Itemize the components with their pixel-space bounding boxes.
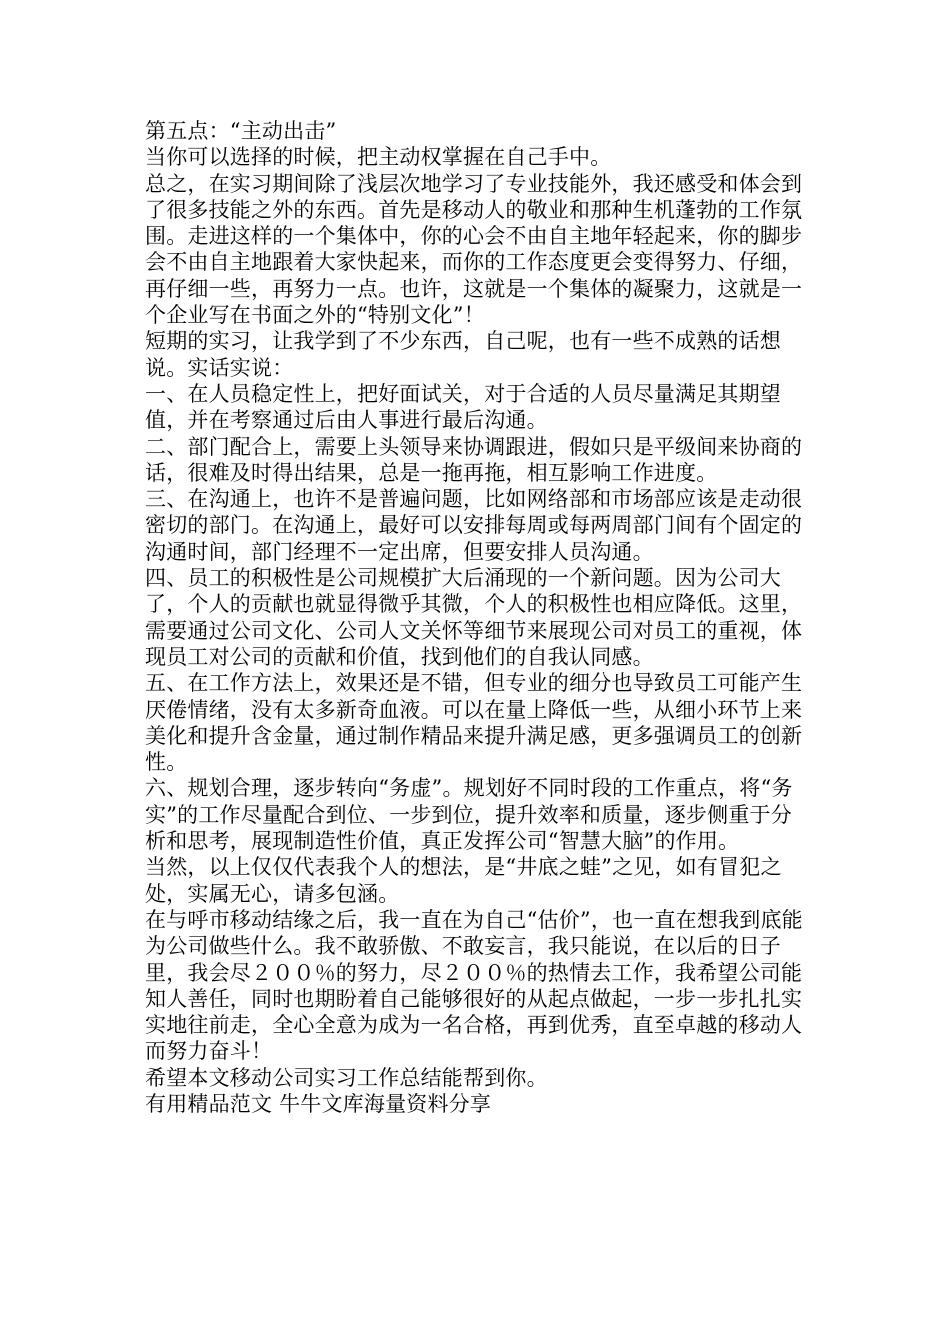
footer-note: 有用精品范文 牛牛文库海量资料分享 — [145, 1091, 492, 1116]
list-item: 三、在沟通上，也许不是普遍问题，比如网络部和市场部应该是走动很密切的部门。在沟通上，最好可以安排每周或每两周部门间有个固定的沟通时间，部门经理不一定出席，但要安排人员沟通。 — [145, 487, 803, 564]
document-body — [145, 118, 810, 1117]
paragraph: 短期的实习，让我学到了不少东西，自己呢，也有一些不成熟的话想说。实话实说： — [145, 329, 781, 380]
paragraph: 当然，以上仅仅代表我个人的想法，是“井底之蛙”之见，如有冒犯之处，实属无心，请多包涵。 — [145, 855, 782, 906]
list-item: 五、在工作方法上，效果还是不错，但专业的细分也导致员工可能产生厌倦情绪，没有太多新奇血液。可以在量上降低一些，从细小环节上来美化和提升含金量，通过制作精品来提升满足感，更多强调员工的创新性。 — [145, 671, 803, 775]
paragraph: 希望本文移动公司实习工作总结能帮到你。 — [145, 1065, 548, 1090]
list-item: 一、在人员稳定性上，把好面试关，对于合适的人员尽量满足其期望值，并在考察通过后由人事进行最后沟通。 — [145, 381, 781, 433]
paragraph: 当你可以选择的时候，把主动权掌握在自己手中。 — [145, 145, 612, 170]
section-heading: 第五点：“主动出击” — [145, 119, 337, 143]
list-item: 四、员工的积极性是公司规模扩大后涌现的一个新问题。因为公司大了，个人的贡献也就显得微乎其微，个人的积极性也相应降低。这里，需要通过公司文化、公司人文关怀等细节来展现公司对员工的重视，体现员工对公司的贡献和价值，找到他们的自我认同感。 — [145, 566, 803, 669]
list-item: 六、规划合理，逐步转向“务虚”。规划好不同时段的工作重点，将“务实”的工作尽量配合到位、一步到位，提升效率和质量，逐步侧重于分析和思考，展现制造性价值，真正发挥公司“智慧大脑”的作用。 — [145, 776, 793, 854]
paragraph: 在与呼市移动结缘之后，我一直在为自己“估价”，也一直在想我到底能为公司做些什么。我不敢骄傲、不敢妄言，我只能说，在以后的日子里，我会尽２００％的努力，尽２００％的热情去工作，我希望公司能知人善任，同时也期盼着自己能够很好的从起点做起，一步一步扎扎实实地往前走，全心全意为成为一名合格，再到优秀，直至卓越的移动人而努力奋斗！ — [145, 907, 803, 1064]
paragraph: 总之，在实习期间除了浅层次地学习了专业技能外，我还感受和体会到了很多技能之外的东西。首先是移动人的敬业和那种生机蓬勃的工作氛围。走进这样的一个集体中，你的心会不由自主地年轻起来，你的脚步会不由自主地跟着大家快起来，而你的工作态度更会变得努力、仔细，再仔细一些，再努力一点。也许，这就是一个集体的凝聚力，这就是一个企业写在书面之外的“特别文化”！ — [145, 171, 803, 328]
list-item: 二、部门配合上，需要上头领导来协调跟进，假如只是平级间来协商的话，很难及时得出结果，总是一拖再拖，相互影响工作进度。 — [145, 434, 803, 485]
